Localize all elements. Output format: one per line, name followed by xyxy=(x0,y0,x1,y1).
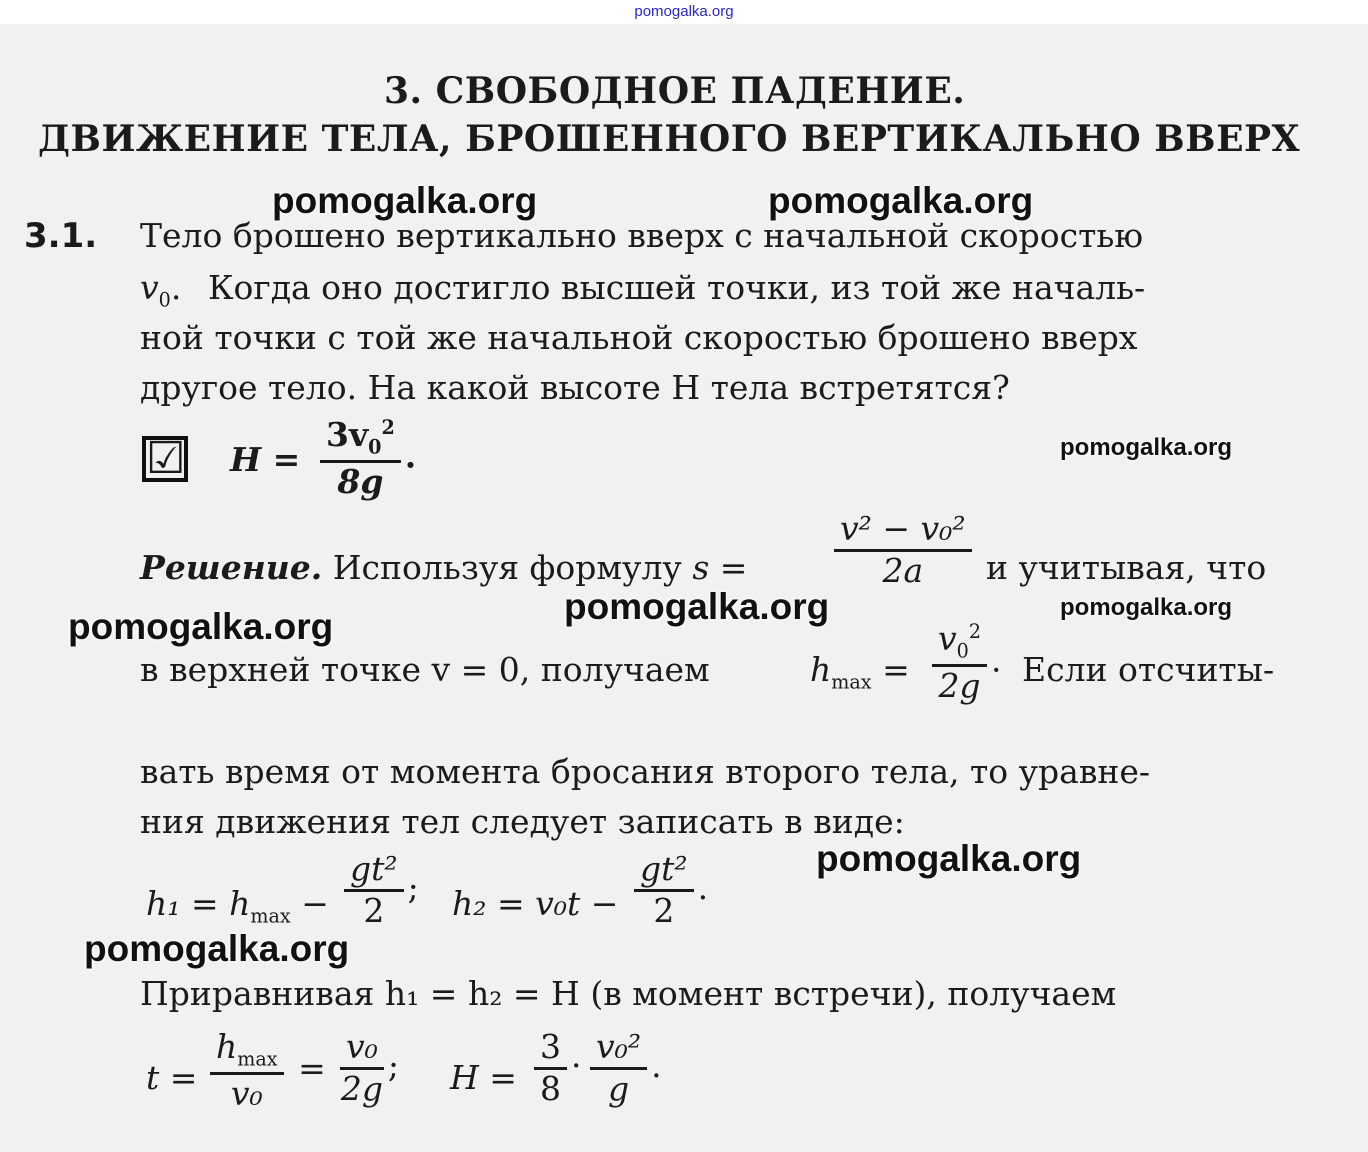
solution-line-4: ния движения тел следует записать в виде: xyxy=(140,802,905,841)
solution-line-5: Приравнивая h₁ = h₂ = H (в момент встречи), получаем xyxy=(140,974,1117,1013)
answer-formula: $\frac{3v_0^2}{8g}$ . xyxy=(316,418,416,499)
watermark: pomogalka.org xyxy=(272,180,538,221)
answer-lhs: H = xyxy=(230,440,301,479)
problem-line-4: другое тело. На какой высоте H тела встретятся? xyxy=(140,368,1010,407)
watermark: pomogalka.org xyxy=(1060,434,1233,461)
formula-H-frac2: $\frac{\text{v₀²}}{g}$ . xyxy=(586,1030,662,1106)
solution-line-3: вать время от момента бросания второго тела, то уравне- xyxy=(140,752,1151,791)
section-title-line2: ДВИЖЕНИЕ ТЕЛА, БРОШЕННОГО ВЕРТИКАЛЬНО ВВЕРХ xyxy=(38,118,1301,160)
problem-number: 3.1. xyxy=(24,216,98,256)
formula-s: $\frac{\text{v² − v₀²}}{2a}$ xyxy=(830,512,976,588)
solution-line-1: Решение. Используя формулу s = xyxy=(140,548,748,587)
section-title-line1: 3. СВОБОДНОЕ ПАДЕНИЕ. xyxy=(384,70,966,112)
watermark: pomogalka.org xyxy=(68,606,334,647)
problem-line-2: Когда оно достигло высшей точки, из той же началь- xyxy=(208,268,1146,307)
watermark: pomogalka.org xyxy=(816,838,1082,879)
problem-line-3: ной точки с той же начальной скоростью брошено вверх xyxy=(140,318,1138,357)
solution-line-1b: и учитывая, что xyxy=(986,548,1267,587)
watermark: pomogalka.org xyxy=(84,928,350,969)
solution-line-2: в верхней точке v = 0, получаем xyxy=(140,650,710,689)
equation-h2-frac: $\frac{\text{gt²}}{2}$ . xyxy=(630,852,708,928)
equation-h2: h₂ = v₀t − xyxy=(452,884,619,923)
formula-hmax: $h_{max}$ = xyxy=(810,650,910,694)
problem-line-1: Тело брошено вертикально вверх с начальной скоростью xyxy=(140,216,1144,255)
problem-v0: $v_0$. xyxy=(140,268,182,312)
formula-t-frac1: $\frac{h_{max}}{\text{v₀}}$ = xyxy=(206,1030,326,1111)
equation-h1-frac: $\frac{\text{gt²}}{2}$ ; xyxy=(340,852,419,928)
watermark: pomogalka.org xyxy=(564,586,830,627)
formula-t-frac2: $\frac{\text{v₀}}{2g}$ ; xyxy=(340,1027,399,1108)
checkmark-icon: ☑ xyxy=(142,436,188,482)
equation-h1: $h_1 = h_{max}$ − xyxy=(146,884,329,928)
formula-H: H = xyxy=(450,1058,517,1097)
watermark: pomogalka.org xyxy=(768,180,1034,221)
formula-t: t = xyxy=(146,1058,198,1097)
top-watermark: pomogalka.org xyxy=(634,3,734,20)
formula-H-frac1: $\frac{3}{8}$ · xyxy=(530,1030,582,1106)
watermark: pomogalka.org xyxy=(1060,594,1233,621)
solution-line-2b: Если отсчиты- xyxy=(1022,650,1275,689)
formula-hmax-frac: $\frac{v_0^2}{2g}$ . xyxy=(928,622,1002,703)
